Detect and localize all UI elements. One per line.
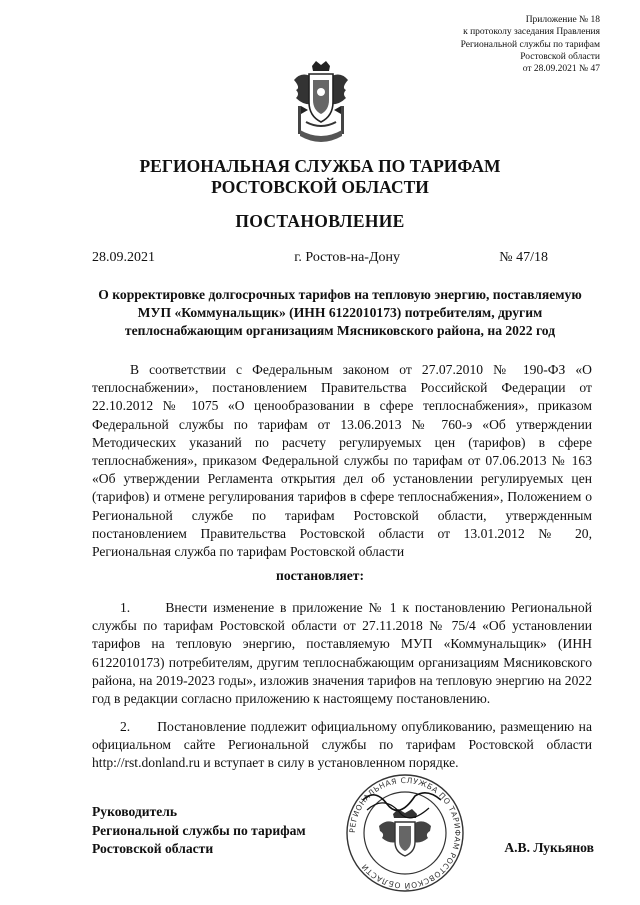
- org-line: РОСТОВСКОЙ ОБЛАСТИ: [211, 177, 429, 197]
- org-line: РЕГИОНАЛЬНАЯ СЛУЖБА ПО ТАРИФАМ: [139, 156, 501, 176]
- seal-text: РЕГИОНАЛЬНАЯ СЛУЖБА ПО ТАРИФАМ РОСТОВСКОЙ ОБЛАСТИ: [347, 775, 463, 891]
- document-meta: [92, 250, 548, 266]
- resolves-heading: постановляет:: [276, 568, 364, 583]
- signatory-title-line: Ростовской области: [92, 841, 214, 856]
- document-number: № 47/18: [499, 250, 548, 265]
- annex-reference: [400, 14, 600, 75]
- document-type: ПОСТАНОВЛЕНИЕ: [235, 211, 405, 231]
- resolution-item-2: 2. Постановление подлежит официальному опубликованию, размещению на официальном сайте Региональной службы по тарифам Ростовской области http://rst.donland.ru и вступает в силу в установленном порядке.: [92, 719, 592, 771]
- signatory-title: [92, 803, 306, 859]
- annex-line: от 28.09.2021 № 47: [522, 64, 600, 75]
- annex-line: Региональной службы по тарифам: [460, 39, 600, 50]
- document-date: 28.09.2021: [92, 250, 155, 265]
- signatory-title-line: Региональной службы по тарифам: [92, 822, 306, 838]
- document-city: г. Ростов-на-Дону: [294, 250, 401, 265]
- organization-name: [0, 156, 640, 198]
- signatory-title-line: Руководитель: [92, 804, 178, 819]
- resolution-item-1: 1. Внести изменение в приложение № 1 к постановлению Региональной службы по тарифам Ростовской области от 27.11.2018 № 75/4 «Об установлении тарифов на тепловую энергию, поставляемую МУП «Коммунальщик» (ИНН 6122010173) потребителям, другим теплоснабжающим организациям Мясниковского района, на 2019-2023 годы», изложив значения тарифов на тепловую энергию на 2022 год в редакции согласно приложению к настоящему постановлению.: [92, 600, 592, 707]
- signatory-name: А.В. Лукьянов: [504, 840, 594, 855]
- annex-line: Приложение № 18: [525, 15, 600, 25]
- coat-of-arms-emblem: [292, 60, 350, 148]
- annex-line: Ростовской области: [520, 51, 600, 62]
- official-seal-stamp: [345, 770, 465, 896]
- preamble-paragraph: В соответствии с Федеральным законом от 27.07.2010 № 190-ФЗ «О теплоснабжении», постановлением Правительства Российской Федерации от 22.10.2012 № 1075 «О ценообразовании в сфере теплоснабжения», приказом Федеральной службы по тарифам от 13.06.2013 № 760-э «Об утверждении Методических указаний по расчету регулируемых цен (тарифов) в сфере теплоснабжения», приказом Федеральной службы по тарифам от 07.06.2013 № 163 «Об утверждении Регламента открытия дел об установлении регулируемых цен (тарифов) и отмене регулирования тарифов в сфере теплоснабжения», Положением о Региональной службе по тарифам Ростовской области, утвержденным постановлением Правительства Ростовской области от 13.01.2012 № 20, Региональная служба по тарифам Ростовской области: [92, 362, 592, 560]
- annex-line: к протоколу заседания Правления: [463, 27, 600, 38]
- document-subject: О корректировке долгосрочных тарифов на тепловую энергию, поставляемую МУП «Коммунальщик» (ИНН 6122010173) потребителям, другим теплоснабжающим организациям Мясниковского района, на 2022 год: [98, 287, 582, 339]
